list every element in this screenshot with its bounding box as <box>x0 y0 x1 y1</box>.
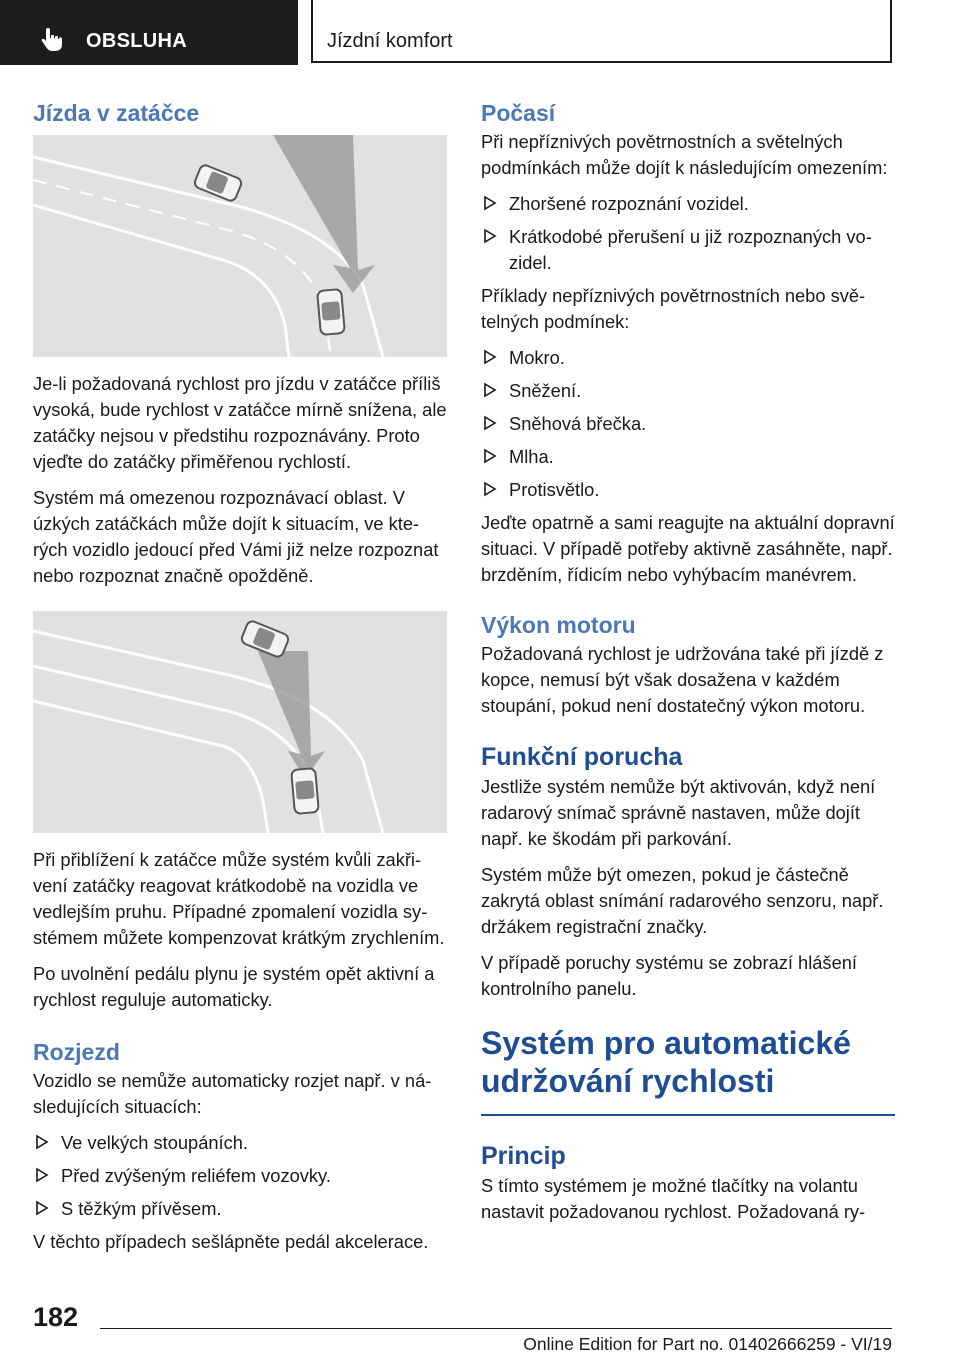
heading-curve-driving: Jízda v zatáčce <box>33 100 200 126</box>
paragraph: Systém má omezenou rozpoznávací oblast. V úzkých zatáčkách může dojít k situacím, ve kterých vozidlo jedoucí před Vámi již nelze rozpoznat nebo rozpoznat značně opožděně. <box>33 487 439 586</box>
paragraph: Požadovaná rychlost je udržována také při jízdě z kopce, nemusí být však dosažena v každém stoupání, pokud není dostatečný výkon motoru. <box>481 643 884 716</box>
list-item: Před zvýšeným reliéfem vozovky. <box>33 1163 447 1189</box>
paragraph: Po uvolnění pedálu plynu je systém opět aktivní a rychlost reguluje automaticky. <box>33 963 435 1010</box>
curve-illustration-2 <box>33 611 447 833</box>
paragraph: Příklady nepříznivých povětrnostních nebo světelných podmínek: <box>481 285 866 332</box>
triangle-bullet-icon <box>483 481 497 497</box>
list-item: Krátkodobé přerušení u již rozpoznaných vozidel. <box>481 224 895 276</box>
list-item: Sněžení. <box>481 378 895 404</box>
bullet-list <box>481 191 895 276</box>
heading-drive-off: Rozjezd <box>33 1039 120 1065</box>
heading-engine-power: Výkon motoru <box>481 612 636 638</box>
paragraph: Při nepříznivých povětrnostních a světelných podmínkách může dojít k následujícím omezením: <box>481 131 888 178</box>
paragraph: Je-li požadovaná rychlost pro jízdu v zatáčce příliš vysoká, bude rychlost v zatáčce mírně snížena, ale zatáčky nejsou v předstihu rozpoznávány. Proto vjeďte do zatáčky přiměřenou rychlostí. <box>33 373 447 472</box>
footer-divider <box>100 1328 892 1329</box>
list-item: S těžkým přívěsem. <box>33 1196 447 1222</box>
triangle-bullet-icon <box>483 349 497 365</box>
right-column <box>481 100 895 1235</box>
triangle-bullet-icon <box>483 448 497 464</box>
hand-pointer-icon <box>40 26 64 52</box>
list-item: Zhoršené rozpoznání vozidel. <box>481 191 895 217</box>
bullet-list <box>33 1130 447 1222</box>
paragraph: V případě poruchy systému se zobrazí hlášení kontrolního panelu. <box>481 952 857 999</box>
paragraph: Při přiblížení k zatáčce může systém kvůli zakřivení zatáčky reagovat krátkodobě na vozidla ve vedlejším pruhu. Případné zpomalení vozidla systémem můžete kompenzovat krátkým zrychlením. <box>33 849 445 948</box>
chapter-header <box>311 0 892 63</box>
paragraph: V těchto případech sešlápněte pedál akcelerace. <box>33 1231 429 1252</box>
heading-principle: Princip <box>481 1142 566 1170</box>
section-label: OBSLUHA <box>86 30 187 52</box>
paragraph: S tímto systémem je možné tlačítky na volantu nastavit požadovanou rychlost. Požadovaná ry- <box>481 1175 866 1222</box>
curve-illustration-1 <box>33 135 447 357</box>
section-tab <box>0 0 298 65</box>
triangle-bullet-icon <box>35 1134 49 1150</box>
triangle-bullet-icon <box>35 1200 49 1216</box>
paragraph: Jestliže systém nemůže být aktivován, když není radarový snímač správně nastaven, může dojít např. ke škodám při parkování. <box>481 776 876 849</box>
paragraph: Jeďte opatrně a sami reagujte na aktuální dopravní situaci. V případě potřeby aktivně zasáhněte, např. brzděním, řídicím nebo vyhýbacím manévrem. <box>481 512 895 585</box>
heading-weather: Počasí <box>481 100 556 126</box>
triangle-bullet-icon <box>483 382 497 398</box>
heading-malfunction: Funkční porucha <box>481 743 683 771</box>
edition-text: Online Edition for Part no. 01402666259 - VI/19 <box>523 1334 892 1354</box>
triangle-bullet-icon <box>483 415 497 431</box>
triangle-bullet-icon <box>483 195 497 211</box>
triangle-bullet-icon <box>483 228 497 244</box>
page-number: 182 <box>33 1302 79 1332</box>
list-item: Ve velkých stoupáních. <box>33 1130 447 1156</box>
paragraph: Systém může být omezen, pokud je částečně zakrytá oblast snímání radarového senzoru, např. držákem registrační značky. <box>481 864 884 937</box>
paragraph: Vozidlo se nemůže automaticky rozjet např. v následujících situacích: <box>33 1070 432 1117</box>
list-item: Protisvětlo. <box>481 477 895 503</box>
chapter-label: Jízdní komfort <box>327 30 453 52</box>
list-item: Mokro. <box>481 345 895 371</box>
list-item: Sněhová břečka. <box>481 411 895 437</box>
chapter-heading: Systém pro automatické udržování rychlosti <box>481 1024 895 1116</box>
left-column <box>33 100 447 1265</box>
list-item: Mlha. <box>481 444 895 470</box>
bullet-list <box>481 345 895 503</box>
triangle-bullet-icon <box>35 1167 49 1183</box>
